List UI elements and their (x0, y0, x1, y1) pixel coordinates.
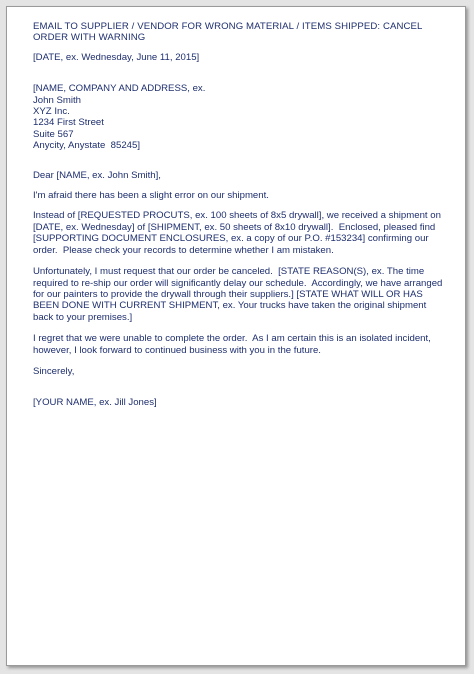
paragraph-line: [DATE, ex. Wednesday] of [SHIPMENT, ex. 50 sheets of 8x10 drywall]. Enclosed, pleased find (33, 221, 436, 233)
address-line: Anycity, Anystate 85245] (33, 140, 141, 152)
address-line: John Smith (33, 94, 81, 106)
title-line: ORDER WITH WARNING (33, 32, 146, 44)
paragraph-intro: I'm afraid there has been a slight error on our shipment. (33, 190, 269, 202)
letter-body (33, 21, 453, 409)
paragraph-regret (33, 333, 453, 356)
title-line: EMAIL TO SUPPLIER / VENDOR FOR WRONG MATERIAL / ITEMS SHIPPED: CANCEL (33, 21, 423, 32)
paragraph-line: BEEN DONE WITH CURRENT SHIPMENT, ex. Your trucks have taken the original shipment (33, 300, 427, 312)
paragraph-line: Unfortunately, I must request that our order be canceled. [STATE REASON(S), ex. The time (33, 266, 425, 278)
letter-date: [DATE, ex. Wednesday, June 11, 2015] (33, 51, 200, 63)
paragraph-line: however, I look forward to continued business with you in the future. (33, 344, 321, 356)
closing: Sincerely, (33, 365, 75, 377)
address-line: [NAME, COMPANY AND ADDRESS, ex. (33, 83, 206, 95)
paragraph-line: for our painters to provide the drywall through their suppliers.] [STATE WHAT WILL OR HAS (33, 288, 423, 300)
paragraph-line: order. Please check your records to determine whether I am mistaken. (33, 244, 334, 256)
address-line: Suite 567 (33, 128, 74, 140)
paragraph-line: back to your premises.] (33, 311, 133, 323)
letter-title (33, 21, 453, 44)
paragraph-error-details (33, 210, 453, 256)
address-line: 1234 First Street (33, 117, 104, 129)
letter-page (6, 6, 466, 666)
paragraph-line: I regret that we were unable to complete the order. As I am certain this is an isolated incident, (33, 333, 431, 345)
paragraph-line: [SUPPORTING DOCUMENT ENCLOSURES, ex. a copy of our P.O. #153234] confirming our (33, 233, 429, 245)
paragraph-cancellation (33, 266, 453, 323)
signer-name: [YOUR NAME, ex. Jill Jones] (33, 397, 157, 409)
address-line: XYZ Inc. (33, 106, 70, 118)
salutation: Dear [NAME, ex. John Smith], (33, 169, 161, 181)
paragraph-line: required to re-ship our order will significantly delay our schedule. Accordingly, we have arranged (33, 277, 443, 289)
recipient-address (33, 83, 453, 151)
paragraph-line: Instead of [REQUESTED PROCUTS, ex. 100 sheets of 8x5 drywall], we received a shipment on (33, 210, 441, 222)
